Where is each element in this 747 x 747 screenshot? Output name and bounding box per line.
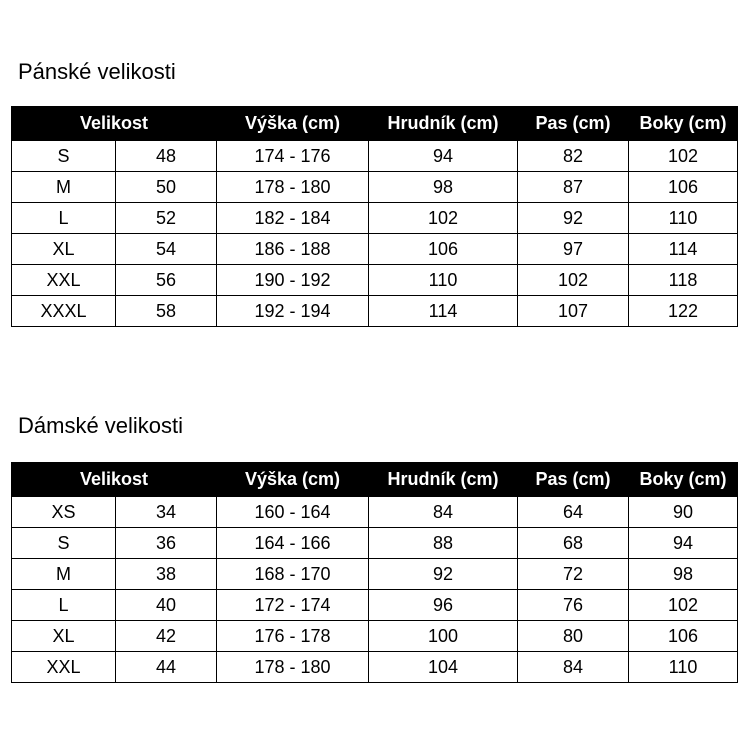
height-cell: 190 - 192 bbox=[217, 265, 369, 296]
chest-cell: 98 bbox=[369, 172, 518, 203]
waist-cell: 92 bbox=[518, 203, 629, 234]
chest-cell: 88 bbox=[369, 528, 518, 559]
table-row bbox=[12, 621, 738, 652]
table-row bbox=[12, 234, 738, 265]
height-cell: 176 - 178 bbox=[217, 621, 369, 652]
header-hips: Boky (cm) bbox=[629, 463, 738, 497]
header-waist: Pas (cm) bbox=[518, 107, 629, 141]
waist-cell: 87 bbox=[518, 172, 629, 203]
chest-cell: 110 bbox=[369, 265, 518, 296]
hips-cell: 98 bbox=[629, 559, 738, 590]
height-cell: 174 - 176 bbox=[217, 141, 369, 172]
header-waist: Pas (cm) bbox=[518, 463, 629, 497]
table-row bbox=[12, 172, 738, 203]
eu-size-cell: 50 bbox=[116, 172, 217, 203]
eu-size-cell: 36 bbox=[116, 528, 217, 559]
women-sizes-title: Dámské velikosti bbox=[18, 413, 184, 438]
size-cell: M bbox=[12, 559, 116, 590]
header-hips: Boky (cm) bbox=[629, 107, 738, 141]
waist-cell: 82 bbox=[518, 141, 629, 172]
table-row bbox=[12, 652, 738, 683]
eu-size-cell: 42 bbox=[116, 621, 217, 652]
table-row bbox=[12, 296, 738, 327]
header-size: Velikost bbox=[12, 463, 217, 497]
hips-cell: 102 bbox=[629, 141, 738, 172]
table-row bbox=[12, 141, 738, 172]
chest-cell: 114 bbox=[369, 296, 518, 327]
men-size-table bbox=[11, 106, 738, 327]
size-cell: XL bbox=[12, 234, 116, 265]
waist-cell: 64 bbox=[518, 497, 629, 528]
table-row bbox=[12, 265, 738, 296]
waist-cell: 68 bbox=[518, 528, 629, 559]
chest-cell: 102 bbox=[369, 203, 518, 234]
eu-size-cell: 52 bbox=[116, 203, 217, 234]
height-cell: 168 - 170 bbox=[217, 559, 369, 590]
waist-cell: 76 bbox=[518, 590, 629, 621]
height-cell: 192 - 194 bbox=[217, 296, 369, 327]
eu-size-cell: 48 bbox=[116, 141, 217, 172]
table-row bbox=[12, 497, 738, 528]
table-row bbox=[12, 203, 738, 234]
hips-cell: 94 bbox=[629, 528, 738, 559]
size-cell: L bbox=[12, 590, 116, 621]
chest-cell: 94 bbox=[369, 141, 518, 172]
height-cell: 178 - 180 bbox=[217, 172, 369, 203]
hips-cell: 110 bbox=[629, 652, 738, 683]
header-chest: Hrudník (cm) bbox=[369, 463, 518, 497]
waist-cell: 80 bbox=[518, 621, 629, 652]
waist-cell: 107 bbox=[518, 296, 629, 327]
size-cell: S bbox=[12, 141, 116, 172]
chest-cell: 92 bbox=[369, 559, 518, 590]
size-cell: XXL bbox=[12, 265, 116, 296]
eu-size-cell: 40 bbox=[116, 590, 217, 621]
eu-size-cell: 34 bbox=[116, 497, 217, 528]
header-height: Výška (cm) bbox=[217, 463, 369, 497]
hips-cell: 106 bbox=[629, 621, 738, 652]
header-size: Velikost bbox=[12, 107, 217, 141]
eu-size-cell: 56 bbox=[116, 265, 217, 296]
waist-cell: 84 bbox=[518, 652, 629, 683]
hips-cell: 110 bbox=[629, 203, 738, 234]
eu-size-cell: 54 bbox=[116, 234, 217, 265]
men-sizes-title: Pánské velikosti bbox=[18, 59, 176, 84]
eu-size-cell: 44 bbox=[116, 652, 217, 683]
size-cell: XXL bbox=[12, 652, 116, 683]
table-row bbox=[12, 559, 738, 590]
eu-size-cell: 58 bbox=[116, 296, 217, 327]
chest-cell: 84 bbox=[369, 497, 518, 528]
eu-size-cell: 38 bbox=[116, 559, 217, 590]
table-row bbox=[12, 528, 738, 559]
chest-cell: 100 bbox=[369, 621, 518, 652]
height-cell: 178 - 180 bbox=[217, 652, 369, 683]
size-cell: XXXL bbox=[12, 296, 116, 327]
waist-cell: 102 bbox=[518, 265, 629, 296]
hips-cell: 122 bbox=[629, 296, 738, 327]
size-cell: XL bbox=[12, 621, 116, 652]
height-cell: 182 - 184 bbox=[217, 203, 369, 234]
chest-cell: 106 bbox=[369, 234, 518, 265]
chest-cell: 96 bbox=[369, 590, 518, 621]
size-cell: L bbox=[12, 203, 116, 234]
table-header-row bbox=[12, 107, 738, 141]
hips-cell: 106 bbox=[629, 172, 738, 203]
header-height: Výška (cm) bbox=[217, 107, 369, 141]
height-cell: 164 - 166 bbox=[217, 528, 369, 559]
women-size-table bbox=[11, 462, 738, 683]
waist-cell: 97 bbox=[518, 234, 629, 265]
waist-cell: 72 bbox=[518, 559, 629, 590]
table-header-row bbox=[12, 463, 738, 497]
size-cell: S bbox=[12, 528, 116, 559]
size-cell: M bbox=[12, 172, 116, 203]
height-cell: 172 - 174 bbox=[217, 590, 369, 621]
hips-cell: 118 bbox=[629, 265, 738, 296]
header-chest: Hrudník (cm) bbox=[369, 107, 518, 141]
height-cell: 186 - 188 bbox=[217, 234, 369, 265]
table-row bbox=[12, 590, 738, 621]
hips-cell: 102 bbox=[629, 590, 738, 621]
size-cell: XS bbox=[12, 497, 116, 528]
chest-cell: 104 bbox=[369, 652, 518, 683]
hips-cell: 90 bbox=[629, 497, 738, 528]
hips-cell: 114 bbox=[629, 234, 738, 265]
height-cell: 160 - 164 bbox=[217, 497, 369, 528]
